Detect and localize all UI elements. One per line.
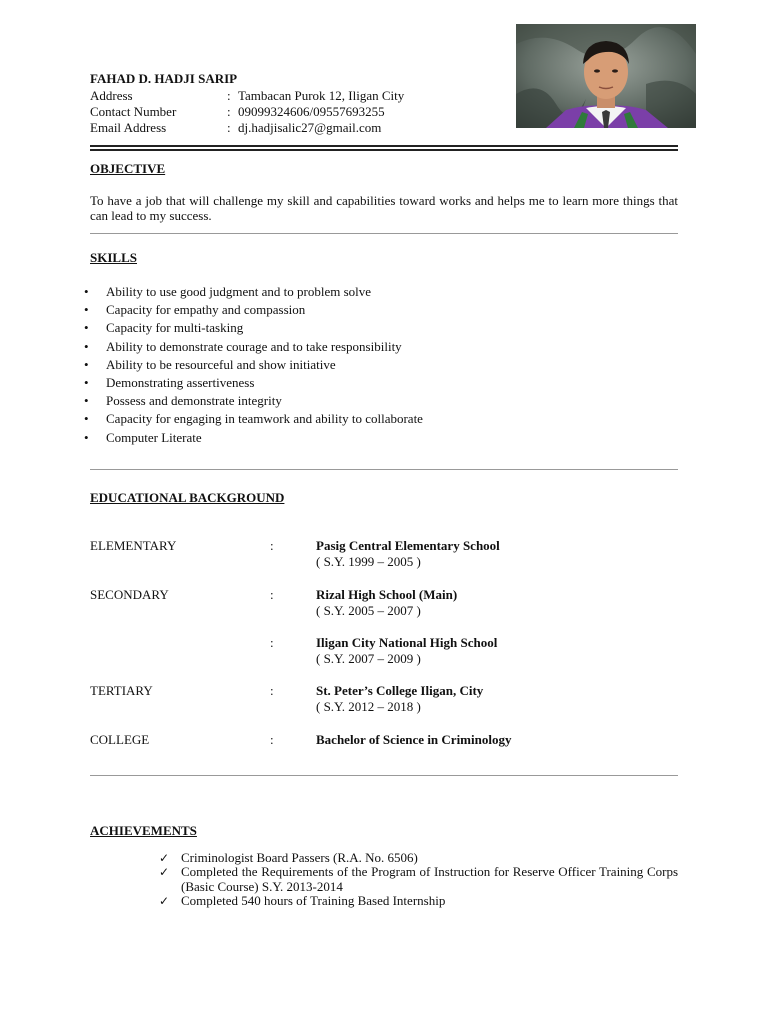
checkmark-icon: ✓ bbox=[159, 851, 170, 865]
separator-colon: : bbox=[270, 587, 274, 602]
school-name: St. Peter’s College Iligan, City bbox=[316, 683, 484, 698]
section-divider bbox=[90, 775, 678, 776]
applicant-name: FAHAD D. HADJI SARIP bbox=[90, 71, 238, 86]
school-name: Bachelor of Science in Criminology bbox=[316, 732, 512, 747]
checkmark-icon: ✓ bbox=[159, 865, 170, 880]
separator-colon: : bbox=[227, 120, 231, 135]
education-level: TERTIARY bbox=[90, 683, 153, 698]
achievements-heading: ACHIEVEMENTS bbox=[90, 823, 197, 838]
skills-list bbox=[84, 284, 423, 448]
school-year: ( S.Y. 1999 – 2005 ) bbox=[316, 554, 421, 569]
contact-label: Email Address bbox=[90, 120, 167, 135]
contact-label: Contact Number bbox=[90, 104, 177, 119]
objective-text: To have a job that will challenge my skill and capabilities toward works and helps me to learn more things that can lead to my success. bbox=[90, 193, 678, 223]
education-level: SECONDARY bbox=[90, 587, 169, 602]
achievement-text: Completed the Requirements of the Program of Instruction for Reserve Officer Training Corps (Basic Course) S.Y. 2013-2014 bbox=[181, 864, 678, 894]
education-level: COLLEGE bbox=[90, 732, 150, 747]
school-year: ( S.Y. 2012 – 2018 ) bbox=[316, 699, 421, 714]
profile-photo bbox=[516, 24, 696, 128]
education-heading: EDUCATIONAL BACKGROUND bbox=[90, 490, 285, 505]
header-divider bbox=[90, 149, 678, 153]
list-item: • Capacity for engaging in teamwork and ability to collaborate bbox=[84, 411, 423, 429]
section-divider bbox=[90, 469, 678, 470]
list-item bbox=[159, 894, 678, 908]
section-divider bbox=[90, 233, 678, 234]
school-year: ( S.Y. 2005 – 2007 ) bbox=[316, 603, 421, 618]
education-level: ELEMENTARY bbox=[90, 538, 177, 553]
contact-label: Address bbox=[90, 88, 133, 103]
list-item: • Ability to demonstrate courage and to take responsibility bbox=[84, 339, 423, 357]
achievements-list bbox=[159, 851, 678, 908]
separator-colon: : bbox=[227, 104, 231, 119]
separator-colon: : bbox=[270, 538, 274, 553]
separator-colon: : bbox=[227, 88, 231, 103]
school-name: Rizal High School (Main) bbox=[316, 587, 458, 602]
separator-colon: : bbox=[270, 683, 274, 698]
checkmark-icon: ✓ bbox=[159, 893, 170, 908]
separator-colon: : bbox=[270, 635, 274, 650]
list-item: • Ability to be resourceful and show initiative bbox=[84, 357, 423, 375]
list-item: • Capacity for empathy and compassion bbox=[84, 302, 423, 320]
contact-value: Tambacan Purok 12, Iligan City bbox=[238, 88, 405, 103]
objective-heading: OBJECTIVE bbox=[90, 161, 166, 176]
separator-colon: : bbox=[270, 732, 274, 747]
list-item bbox=[159, 851, 678, 865]
contact-value: 09099324606/09557693255 bbox=[238, 104, 385, 119]
list-item bbox=[159, 865, 678, 894]
list-item: • Demonstrating assertiveness bbox=[84, 375, 423, 393]
school-year: ( S.Y. 2007 – 2009 ) bbox=[316, 651, 421, 666]
school-name: Iligan City National High School bbox=[316, 635, 498, 650]
school-name: Pasig Central Elementary School bbox=[316, 538, 500, 553]
achievement-text: Criminologist Board Passers (R.A. No. 6506) bbox=[181, 850, 418, 865]
skills-heading: SKILLS bbox=[90, 250, 137, 265]
list-item: • Ability to use good judgment and to problem solve bbox=[84, 284, 423, 302]
list-item: • Computer Literate bbox=[84, 430, 423, 448]
list-item: • Possess and demonstrate integrity bbox=[84, 393, 423, 411]
list-item: • Capacity for multi-tasking bbox=[84, 320, 423, 338]
achievement-text: Completed 540 hours of Training Based Internship bbox=[181, 892, 446, 908]
contact-value: dj.hadjisalic27@gmail.com bbox=[238, 120, 382, 135]
